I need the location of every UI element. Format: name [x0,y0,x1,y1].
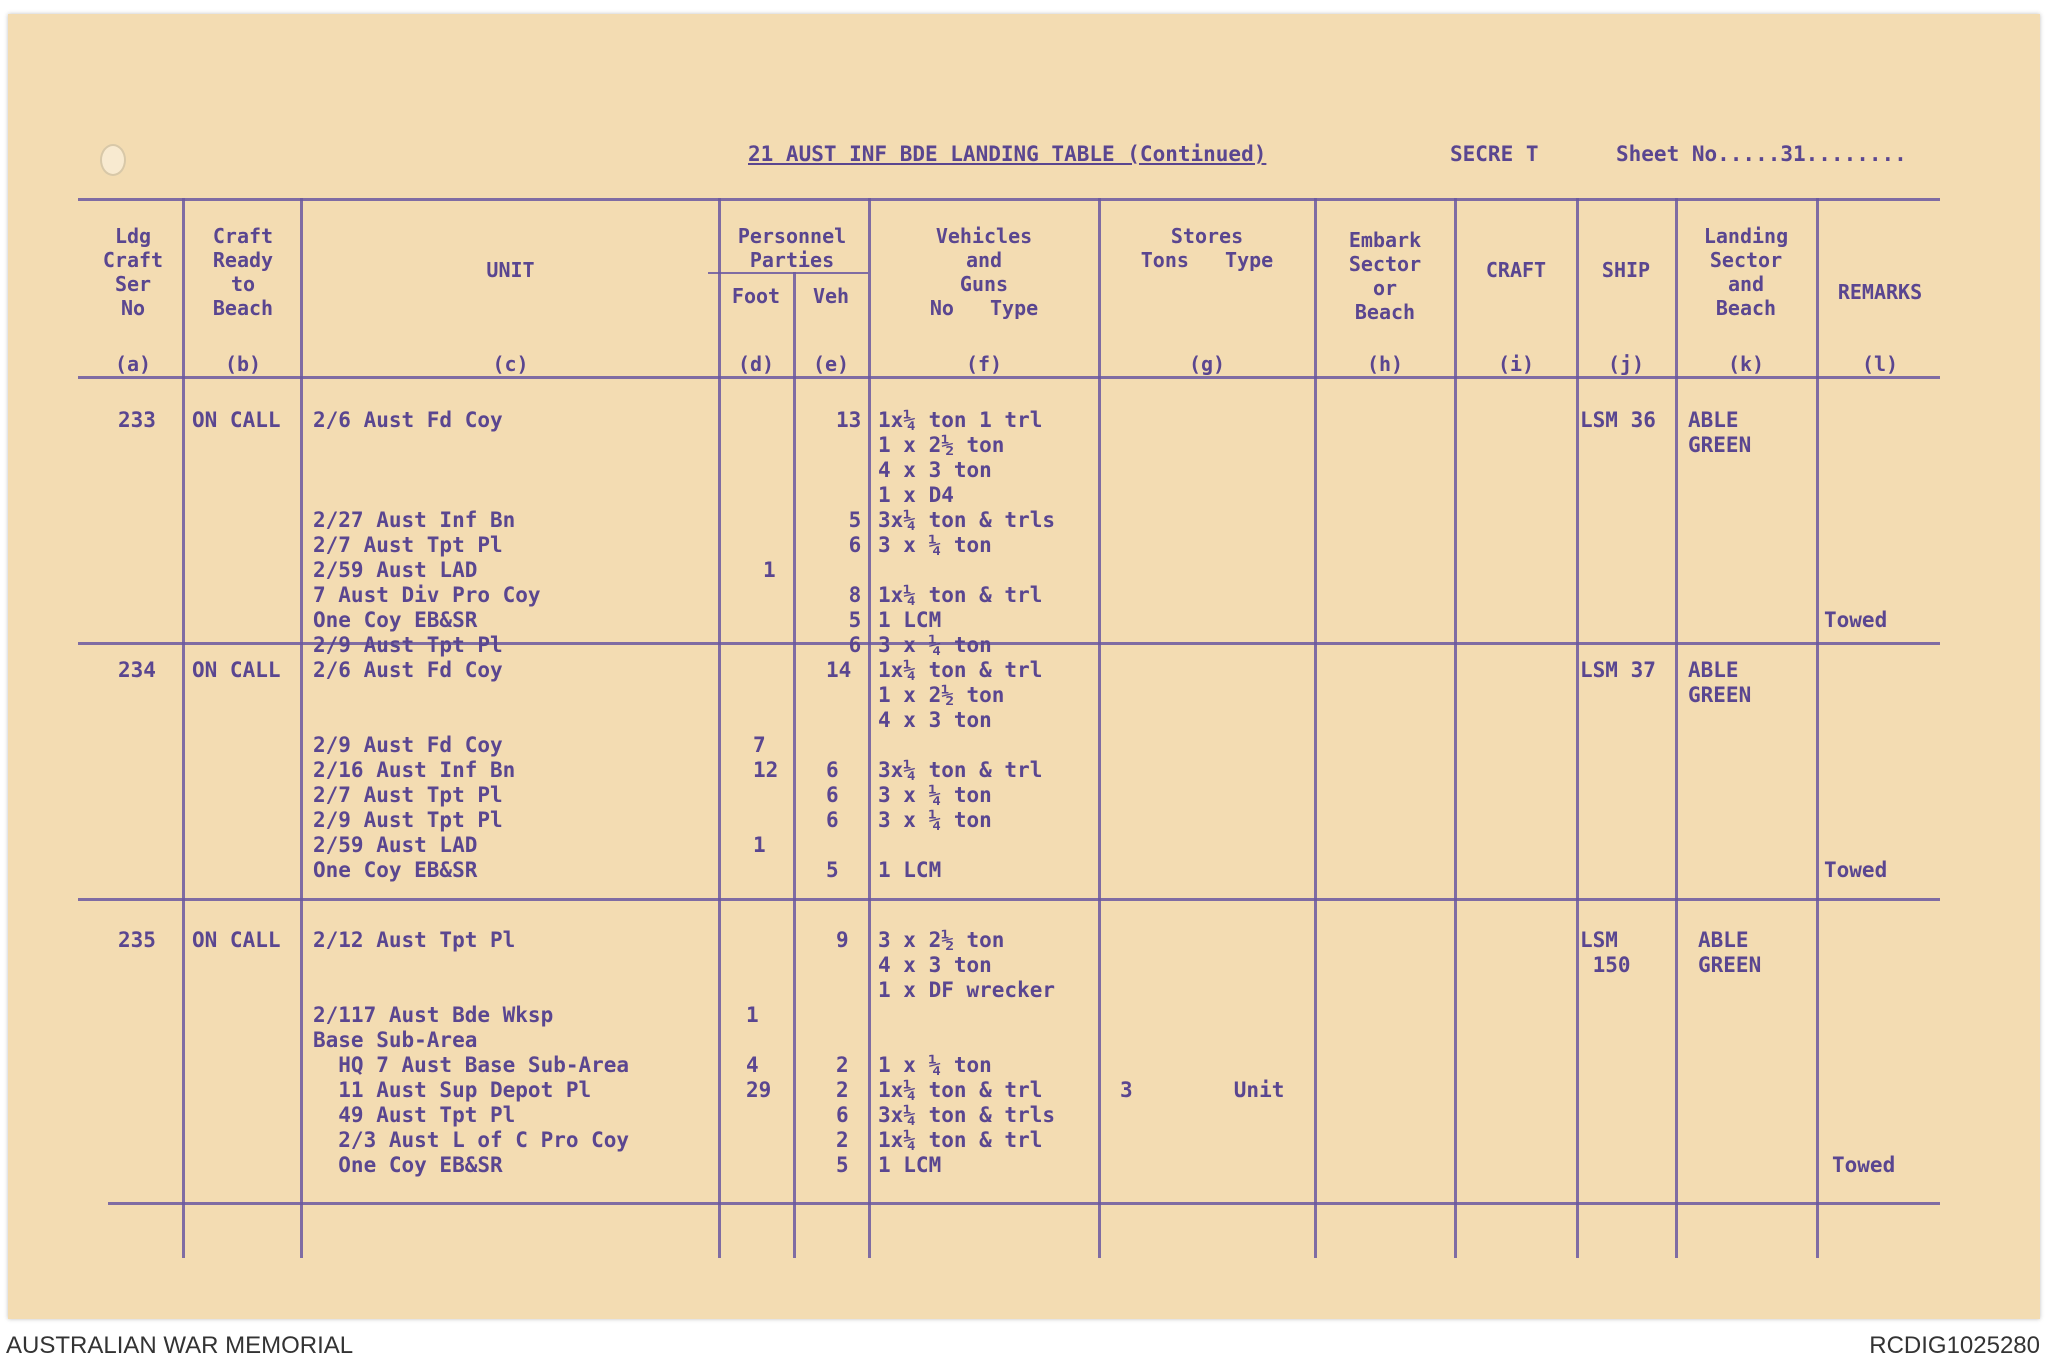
col-divider-h [1454,198,1457,1258]
row-234-foot: 7 12 1 [753,733,779,857]
row-233-landing: ABLE GREEN [1688,408,1752,457]
row-234-landing: ABLE GREEN [1688,658,1752,707]
header-veh: Veh [812,284,850,308]
row-234-vehicles: 1x¼ ton & trl 1 x 2½ ton 4 x 3 ton 3x¼ ton & trl 3 x ¼ ton 3 x ¼ ton 1 LCM [878,658,1043,882]
header-vehicles-guns: Vehicles and Guns No Type [929,224,1039,320]
row-divider-2 [78,898,1940,901]
col-divider-f [1098,198,1101,1258]
header-letter-k: (k) [1727,352,1765,376]
row-234-ready: ON CALL [192,658,281,682]
row-233-units: 2/6 Aust Fd Coy 2/27 Aust Inf Bn 2/7 Aust Tpt Pl 2/59 Aust LAD 7 Aust Div Pro Coy One Coy EB&SR 2/9 Aust Tpt Pl [313,408,541,657]
table-bottom-rule [108,1202,1940,1205]
header-personnel-parties: Personnel Parties [737,224,847,272]
header-craft: CRAFT [1485,258,1547,282]
row-235-ser: 235 [118,928,156,952]
row-234-ship: LSM 37 [1580,658,1656,682]
row-233-foot: 1 [763,558,776,582]
row-235-units: 2/12 Aust Tpt Pl 2/117 Aust Bde Wksp Base Sub-Area HQ 7 Aust Base Sub-Area 11 Aust Sup Depot Pl 49 Aust Tpt Pl 2/3 Aust L of C Pro Coy One Coy EB&SR [313,928,630,1177]
row-233-vehicles: 1x¼ ton 1 trl 1 x 2½ ton 4 x 3 ton 1 x D4 3x¼ ton & trls 3 x ¼ ton 1x¼ ton & trl 1 LCM 3 x ¼ ton [878,408,1056,657]
col-divider-k [1816,198,1819,1258]
col-divider-b [300,198,303,1258]
header-letter-d: (d) [737,352,775,376]
header-stores: Stores Tons Type [1140,224,1274,272]
row-233-ready: ON CALL [192,408,281,432]
header-foot: Foot [731,284,781,308]
header-letter-g: (g) [1188,352,1226,376]
header-letter-b: (b) [224,352,262,376]
punch-hole-mark [100,144,126,176]
col-divider-a [182,198,185,1258]
col-divider-i [1576,198,1579,1258]
row-234-remarks: Towed [1824,858,1888,882]
header-embark-sector: Embark Sector or Beach [1348,228,1422,324]
header-letter-e: (e) [812,352,850,376]
header-letter-c: (c) [492,352,529,376]
header-letter-l: (l) [1861,352,1899,376]
row-233-veh: 13 5 6 8 5 6 [836,408,862,657]
header-bottom-rule [78,376,1940,379]
header-ship: SHIP [1601,258,1651,282]
row-235-landing: ABLE GREEN [1698,928,1762,977]
row-233-ser: 233 [118,408,156,432]
header-letter-a: (a) [114,352,152,376]
row-234-units: 2/6 Aust Fd Coy 2/9 Aust Fd Coy 2/16 Aust Inf Bn 2/7 Aust Tpt Pl 2/9 Aust Tpt Pl 2/59 Aust LAD One Coy EB&SR [313,658,516,882]
row-233-ship: LSM 36 [1580,408,1656,432]
row-235-vehicles: 3 x 2½ ton 4 x 3 ton 1 x DF wrecker 1 x ¼ ton 1x¼ ton & trl 3x¼ ton & trls 1x¼ ton & trl 1 LCM [878,928,1056,1177]
header-craft-ready: Craft Ready to Beach [212,224,274,320]
header-letter-f: (f) [965,352,1003,376]
header-letter-i: (i) [1497,352,1535,376]
row-235-foot: 1 4 29 [746,1003,772,1102]
document-sheet [8,14,2040,1319]
row-235-ready: ON CALL [192,928,281,952]
row-234-ser: 234 [118,658,156,682]
row-235-stores: 3 Unit [1120,1078,1285,1102]
row-233-remarks: Towed [1824,608,1888,632]
row-235-ship: LSM 150 [1580,928,1631,977]
personnel-subheader-rule [708,272,868,274]
col-divider-j [1675,198,1678,1258]
archive-id: RCDIG1025280 [1869,1332,2040,1359]
header-ldg-craft: Ldg Craft Ser No [102,224,164,320]
col-divider-g [1314,198,1317,1258]
header-unit: UNIT [486,258,535,282]
table-top-rule [78,198,1940,201]
header-letter-h: (h) [1366,352,1404,376]
archive-credit: AUSTRALIAN WAR MEMORIAL [6,1332,354,1359]
col-divider-d [793,272,796,1258]
col-divider-e [868,198,871,1258]
row-234-veh: 14 6 6 6 5 [826,658,852,882]
document-title: 21 AUST INF BDE LANDING TABLE (Continued) [748,142,1267,166]
header-landing-sector: Landing Sector and Beach [1703,224,1789,320]
sheet-number: Sheet No.....31........ [1616,142,1907,166]
row-235-veh: 9 2 2 6 2 5 [836,928,849,1177]
header-remarks: REMARKS [1837,280,1923,304]
header-letter-j: (j) [1607,352,1645,376]
classification-label: SECRE T [1450,142,1539,166]
row-235-remarks: Towed [1832,1153,1896,1177]
